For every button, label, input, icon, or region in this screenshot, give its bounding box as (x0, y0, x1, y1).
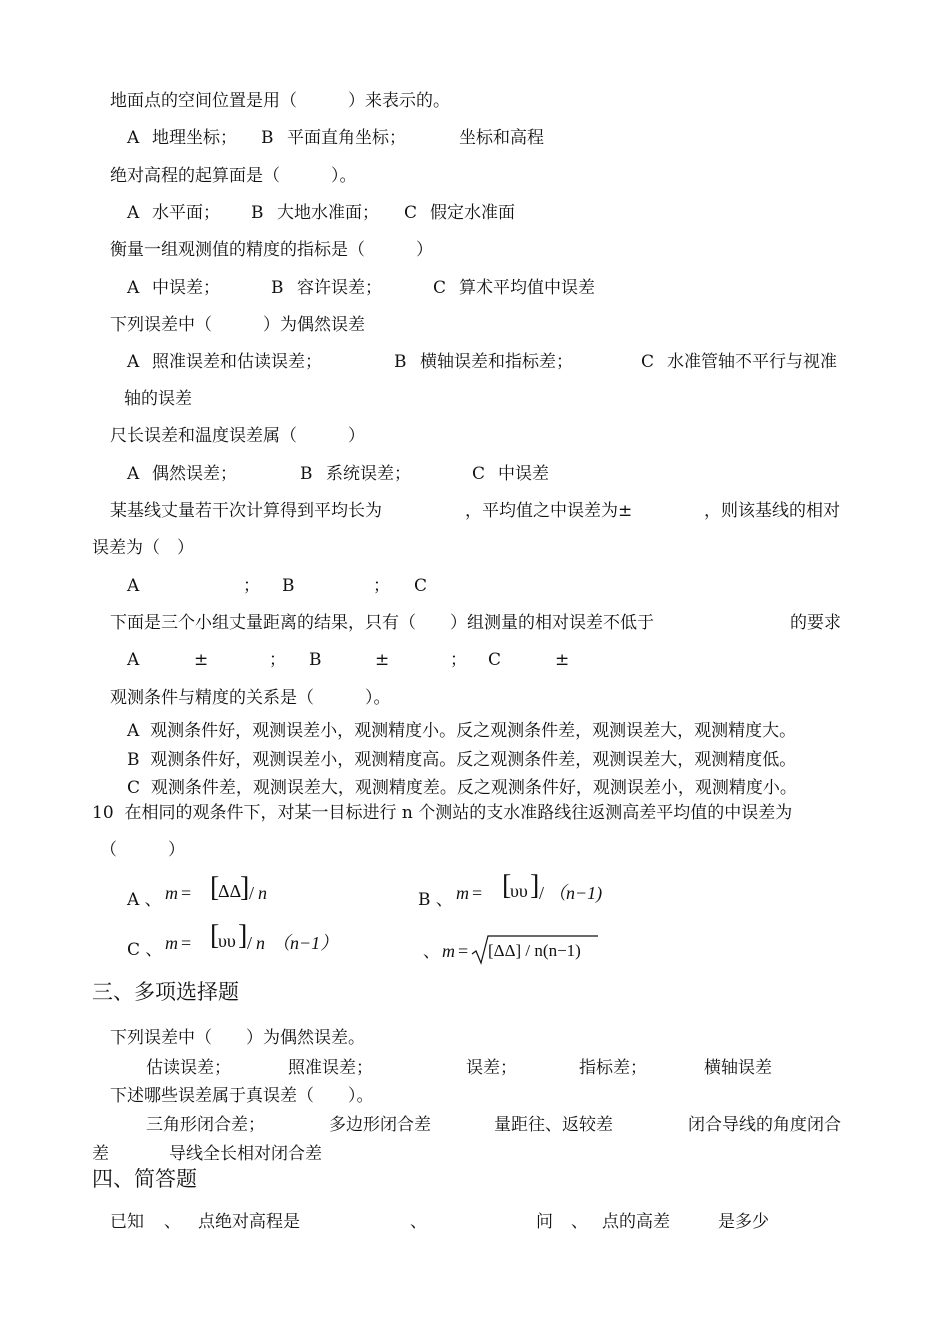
q3-opt-a-letter: A (127, 278, 140, 298)
q10-a-eq: = (181, 883, 192, 903)
sec3-q2-opt-3: 量距往、返较差 (494, 1115, 613, 1135)
q7-opt-b-sep: ； (450, 650, 467, 670)
q10-b-lbracket: [ (502, 870, 512, 901)
q10-b-label: B 、 (418, 890, 453, 910)
q6-opt-b-sep: ； (373, 576, 390, 596)
sec3-q1-opt-5: 横轴误差 (704, 1058, 772, 1078)
sec3-q2-opt-2: 多边形闭合差 (329, 1115, 431, 1135)
q8-stem: 观测条件与精度的关系是（ ）。 (110, 688, 391, 708)
q1-opt-a: 地理坐标； (152, 128, 237, 148)
q2-opt-c: 假定水准面 (430, 203, 515, 223)
q4-opt-b: 横轴误差和指标差； (420, 352, 573, 372)
q3-opt-c: 算术平均值中误差 (459, 278, 595, 298)
q10-b-n1: （n−1) (548, 883, 603, 903)
q5-stem: 尺长误差和温度误差属（ ） (110, 426, 365, 446)
q1-opt-c: 坐标和高程 (459, 128, 544, 148)
sec4-q1-part-1: 已知 (110, 1212, 144, 1232)
q10-d-sqrt-body: [ΔΔ] / n(n−1) (488, 941, 581, 960)
q2-stem: 绝对高程的起算面是（ ）。 (110, 166, 357, 186)
q4-opt-c-wrap: 轴的误差 (124, 389, 192, 409)
q10-stem: 10 在相同的观条件下，对某一目标进行 n 个测站的支水准路线往返测高差平均值的中误差为 (92, 803, 793, 823)
q10-c-m: m (165, 933, 178, 953)
q10-d-m: m (442, 941, 455, 961)
sec4-q1-part-5: 问 (536, 1212, 553, 1232)
q3-opt-a: 中误差； (152, 278, 220, 298)
sec4-q1-part-4: 、 (410, 1212, 427, 1232)
q5-opt-c: 中误差 (498, 464, 549, 484)
sec3-q2-wrap-1: 差 (92, 1144, 109, 1164)
q10-a-rbracket: ] (240, 872, 250, 903)
q6-opt-c-letter: C (414, 576, 428, 596)
q10-a-lbracket: [ (210, 872, 220, 903)
q4-opt-a: 照准误差和估读误差； (152, 352, 322, 372)
q2-opt-b-letter: B (251, 203, 264, 223)
q10-b-eq: = (472, 883, 483, 903)
sec3-q2-opt-1: 三角形闭合差； (146, 1115, 265, 1135)
q10-a-label: A 、 (127, 890, 162, 910)
q8-opt-a: A 观测条件好，观测误差小，观测精度小。反之观测条件差，观测误差大，观测精度大。 (127, 721, 797, 741)
q10-b-slash: / (539, 883, 545, 903)
sec4-q1-part-8: 是多少 (718, 1212, 769, 1232)
q10-a-slash: / (249, 883, 255, 903)
q1-stem: 地面点的空间位置是用（ ）来表示的。 (110, 91, 450, 111)
q3-opt-c-letter: C (433, 278, 447, 298)
q4-opt-c: 水准管轴不平行与视准 (667, 352, 837, 372)
q10-c-label: C 、 (127, 940, 163, 960)
sec4-q1-part-6: 、 (571, 1212, 588, 1232)
q7-stem-a: 下面是三个小组丈量距离的结果，只有（ ）组测量的相对误差不低于 (110, 613, 654, 633)
q7-opt-c-letter: C (488, 650, 502, 670)
q1-opt-a-letter: A (127, 128, 140, 148)
sec3-q1-opt-3: 误差； (466, 1058, 517, 1078)
q10-c-slash: / (247, 933, 253, 953)
q2-opt-c-letter: C (404, 203, 418, 223)
q10-c-n: n (256, 933, 265, 953)
q7-opt-b-letter: B (309, 650, 322, 670)
q8-opt-c: C 观测条件差，观测误差大，观测精度差。反之观测条件好，观测误差小，观测精度小。 (127, 778, 797, 798)
q1-opt-b: 平面直角坐标； (287, 128, 406, 148)
q5-opt-a-letter: A (127, 464, 140, 484)
sec4-q1-part-3: 点绝对高程是 (198, 1212, 300, 1232)
q5-opt-a: 偶然误差； (152, 464, 237, 484)
q4-opt-b-letter: B (394, 352, 407, 372)
sec4-q1-part-2: 、 (164, 1212, 181, 1232)
q3-stem: 衡量一组观测值的精度的指标是（ ） (110, 240, 433, 260)
q5-opt-c-letter: C (472, 464, 486, 484)
sec3-q1-opt-1: 估读误差； (146, 1058, 231, 1078)
q10-c-vv: υυ (218, 931, 236, 951)
q5-opt-b: 系统误差； (326, 464, 411, 484)
q10-a-m: m (165, 883, 178, 903)
q5-opt-b-letter: B (300, 464, 313, 484)
q10-a-n: n (258, 883, 267, 903)
q4-opt-a-letter: A (127, 352, 140, 372)
q7-opt-a-sep: ； (269, 650, 286, 670)
q10-b-m: m (456, 883, 469, 903)
q6-stem-wrap: 误差为（ ） (92, 538, 194, 558)
sec3-q1-opt-2: 照准误差； (288, 1058, 373, 1078)
q2-opt-b: 大地水准面； (277, 203, 379, 223)
q2-opt-a: 水平面； (152, 203, 220, 223)
q10-a-dd: ΔΔ (218, 881, 242, 901)
sec4-q1-part-7: 点的高差 (602, 1212, 670, 1232)
q6-stem-a: 某基线丈量若干次计算得到平均长为 (110, 501, 382, 521)
sec3-q2-wrap-2: 导线全长相对闭合差 (169, 1144, 322, 1164)
q10-stem-wrap: （ ） (100, 840, 185, 860)
q10-c-n1: （n−1） (272, 933, 339, 953)
q4-stem: 下列误差中（ ）为偶然误差 (110, 315, 365, 335)
sec3-q2-opt-4: 闭合导线的角度闭合 (688, 1115, 841, 1135)
sec3-q1-opt-4: 指标差； (579, 1058, 647, 1078)
sec3-q2-stem: 下述哪些误差属于真误差（ ）。 (110, 1086, 374, 1106)
q4-opt-c-letter: C (641, 352, 655, 372)
q10-b-vv: υυ (510, 881, 528, 901)
q10-d-eq: = (458, 941, 469, 961)
q10-d-label: 、 (423, 942, 440, 962)
q7-opt-a-letter: A (127, 650, 140, 670)
q1-opt-b-letter: B (261, 128, 274, 148)
q6-opt-a-letter: A (127, 576, 140, 596)
q10-c-lbracket: [ (210, 920, 220, 951)
q10-c-eq: = (181, 933, 192, 953)
q7-opt-b-pm: ± (375, 650, 390, 670)
q10-c-rbracket: ] (238, 920, 248, 951)
q7-opt-c-pm: ± (555, 650, 570, 670)
q6-opt-b-letter: B (282, 576, 295, 596)
q6-stem-c: ，则该基线的相对 (704, 501, 840, 521)
q7-stem-b: 的要求 (790, 613, 841, 633)
sec3-q1-stem: 下列误差中（ ）为偶然误差。 (110, 1028, 365, 1048)
q3-opt-b: 容许误差； (297, 278, 382, 298)
q6-stem-b: ，平均值之中误差为± (465, 501, 633, 521)
q2-opt-a-letter: A (127, 203, 140, 223)
q7-opt-a-pm: ± (194, 650, 209, 670)
q3-opt-b-letter: B (271, 278, 284, 298)
q10-b-rbracket: ] (530, 870, 540, 901)
sec4-title: 四、简答题 (92, 1167, 197, 1191)
q8-opt-b: B 观测条件好，观测误差小，观测精度高。反之观测条件差，观测误差大，观测精度低。 (127, 750, 797, 770)
sec3-title: 三、多项选择题 (92, 980, 239, 1004)
q6-opt-a-sep: ； (243, 576, 260, 596)
